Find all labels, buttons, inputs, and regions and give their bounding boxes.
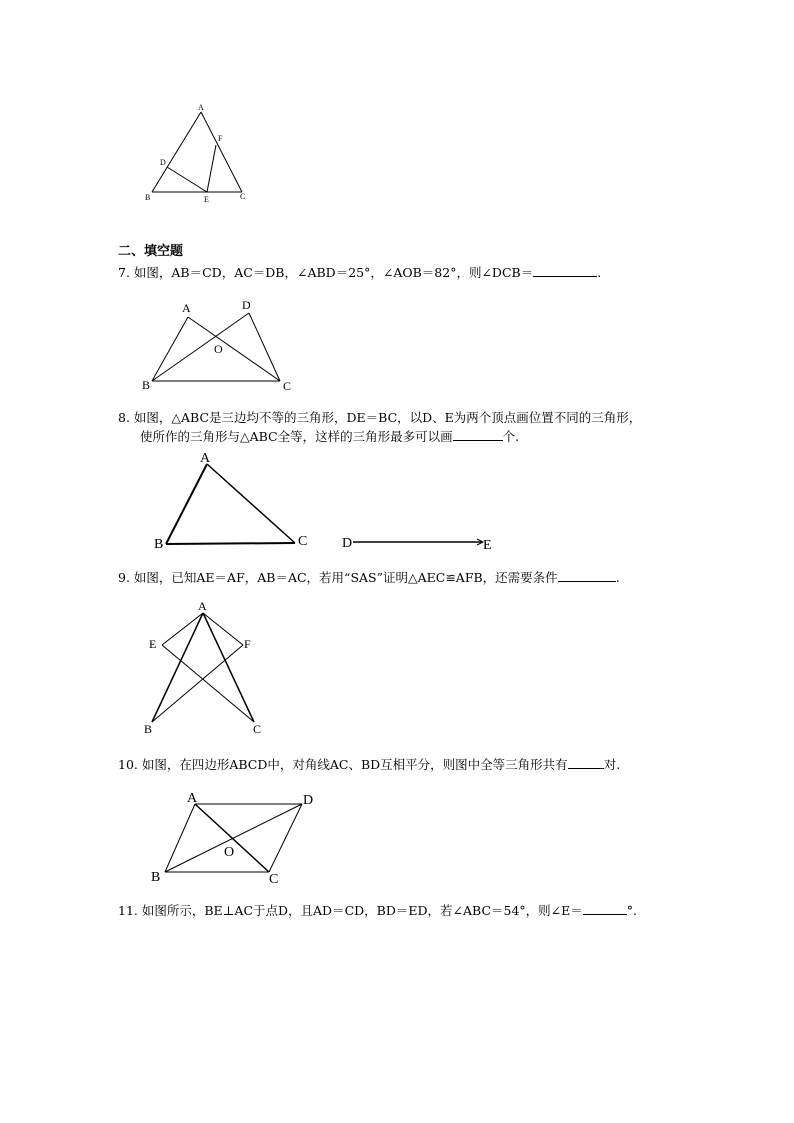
question-11-text: 11. 如图所示，BE⊥AC于点D，且AD＝CD，BD＝ED，若∠ABC＝54°，则∠E＝ — [118, 903, 583, 918]
label-A: A — [198, 599, 207, 613]
question-11 — [118, 901, 637, 920]
figure-q9 — [140, 597, 280, 742]
label-B: B — [145, 193, 151, 202]
question-9-end: . — [615, 570, 620, 585]
label-F: F — [244, 637, 251, 651]
label-A: A — [187, 791, 198, 806]
figure-q6 — [140, 100, 255, 210]
label-O: O — [214, 342, 223, 356]
label-C: C — [269, 872, 279, 887]
label-B: B — [151, 870, 161, 885]
figure-q10 — [145, 786, 330, 886]
label-B: B — [142, 378, 151, 392]
label-B: B — [154, 537, 164, 552]
answer-blank-8[interactable] — [453, 427, 503, 441]
question-11-end: °. — [626, 903, 637, 918]
label-E: E — [204, 195, 209, 204]
question-7-text: 7. 如图，AB＝CD，AC＝DB，∠ABD＝25°，∠AOB＝82°，则∠DCB＝ — [118, 265, 534, 280]
question-9-text: 9. 如图，已知AE＝AF，AB＝AC，若用“SAS”证明△AEC≌AFB，还需要条件 — [118, 570, 558, 585]
question-8-end: 个. — [502, 429, 520, 444]
answer-blank-11[interactable] — [583, 901, 627, 915]
label-C: C — [253, 722, 262, 736]
answer-blank-9[interactable] — [558, 568, 616, 582]
label-F: F — [218, 134, 223, 143]
label-D: D — [303, 793, 314, 808]
question-10 — [118, 755, 620, 774]
label-D: D — [160, 158, 166, 167]
label-C: C — [298, 534, 308, 549]
label-D: D — [242, 298, 251, 312]
question-7 — [118, 263, 601, 282]
question-7-end: . — [597, 265, 602, 280]
question-9 — [118, 568, 620, 587]
figure-q7 — [140, 295, 300, 395]
label-A: A — [182, 301, 191, 315]
label-C: C — [240, 192, 246, 201]
label-B: B — [144, 722, 153, 736]
label-A: A — [200, 451, 211, 466]
question-10-end: 对. — [603, 757, 621, 772]
label-E: E — [149, 637, 157, 651]
question-10-text: 10. 如图，在四边形ABCD中，对角线AC、BD互相平分，则图中全等三角形共有 — [118, 757, 568, 772]
label-A: A — [198, 103, 204, 112]
label-C: C — [283, 379, 292, 393]
answer-blank-10[interactable] — [568, 755, 604, 769]
label-D: D — [342, 536, 353, 551]
figure-q8 — [150, 446, 510, 556]
label-E: E — [483, 538, 492, 553]
label-O: O — [224, 845, 235, 860]
question-8-text: 使所作的三角形与△ABC全等，这样的三角形最多可以画 — [140, 429, 453, 444]
answer-blank-7[interactable] — [533, 263, 597, 277]
question-8-line-1: 8. 如图，△ABC是三边均不等的三角形，DE＝BC，以D、E为两个顶点画位置不同的三角形， — [118, 410, 642, 425]
question-8-line-2 — [140, 427, 519, 446]
section-heading: 二、填空题 — [118, 244, 184, 259]
